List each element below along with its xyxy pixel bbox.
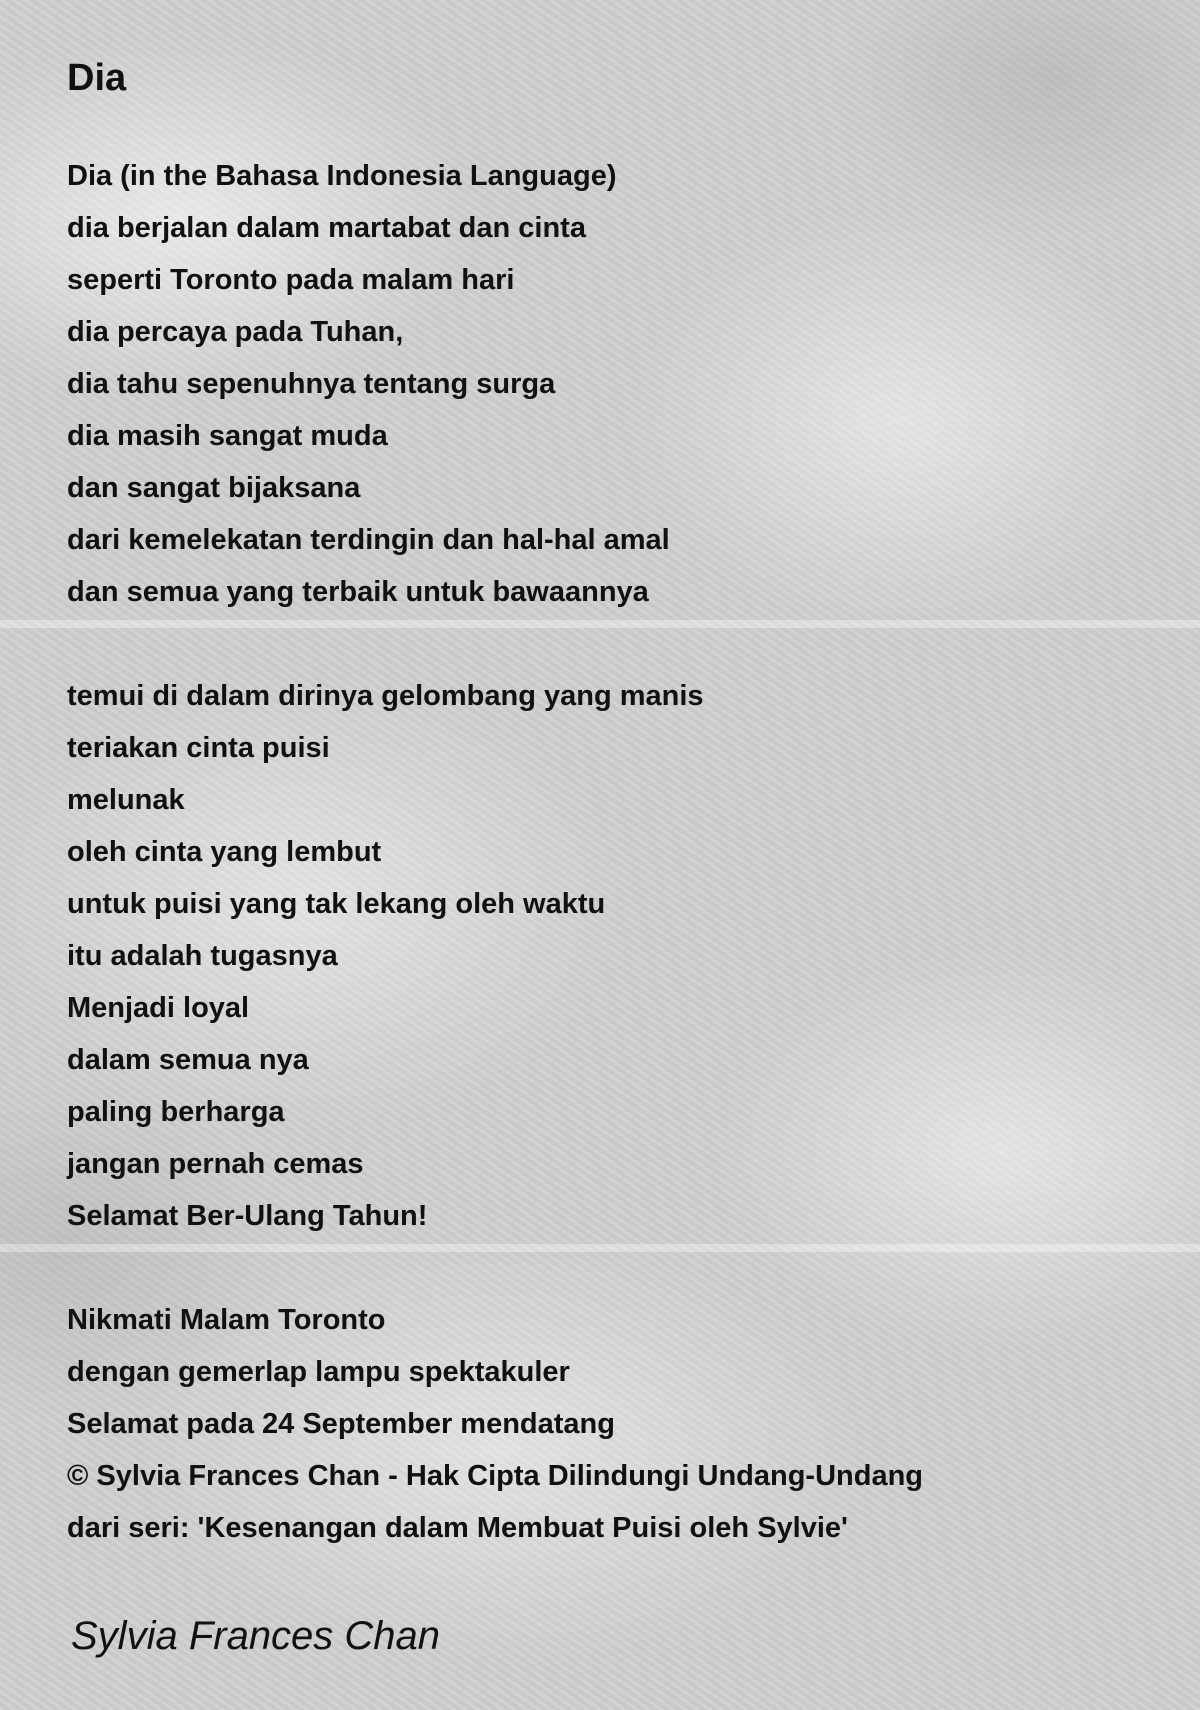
poem-line: Menjadi loyal (67, 992, 250, 1024)
poem-line: oleh cinta yang lembut (67, 836, 382, 868)
poem-line: paling berharga (67, 1096, 285, 1128)
poem-line: dan sangat bijaksana (67, 472, 361, 504)
poem-line: dalam semua nya (67, 1044, 309, 1076)
stanza-1 (67, 150, 670, 618)
series-line: dari seri: 'Kesenangan dalam Membuat Puisi oleh Sylvie' (67, 1512, 848, 1544)
poem-line: temui di dalam dirinya gelombang yang manis (67, 680, 704, 712)
poem-line: dia berjalan dalam martabat dan cinta (67, 212, 586, 244)
poem-line: Nikmati Malam Toronto (67, 1304, 386, 1336)
poem-line: melunak (67, 784, 185, 816)
poem-line: untuk puisi yang tak lekang oleh waktu (67, 888, 606, 920)
author-name: Sylvia Frances Chan (71, 1614, 441, 1658)
poem-line: Selamat Ber-Ulang Tahun! (67, 1200, 428, 1232)
poem-line: dia tahu sepenuhnya tentang surga (67, 368, 556, 400)
poem-line: teriakan cinta puisi (67, 732, 330, 764)
poem-line: dia percaya pada Tuhan, (67, 316, 404, 348)
stanza-3 (67, 1294, 923, 1554)
poem-line: itu adalah tugasnya (67, 940, 338, 972)
stanza-2 (67, 670, 704, 1242)
poem-line: jangan pernah cemas (67, 1148, 364, 1180)
poem-line: Dia (in the Bahasa Indonesia Language) (67, 160, 617, 192)
poem-line: Selamat pada 24 September mendatang (67, 1408, 615, 1440)
poem-line: dari kemelekatan terdingin dan hal-hal amal (67, 524, 670, 556)
poem-title: Dia (67, 57, 127, 99)
divider-band (0, 620, 1200, 628)
divider-band (0, 1244, 1200, 1252)
poem-line: seperti Toronto pada malam hari (67, 264, 515, 296)
poem-line: dengan gemerlap lampu spektakuler (67, 1356, 570, 1388)
poem-line: dan semua yang terbaik untuk bawaannya (67, 576, 649, 608)
poem-line: dia masih sangat muda (67, 420, 388, 452)
copyright-line: © Sylvia Frances Chan - Hak Cipta Dilindungi Undang-Undang (67, 1460, 924, 1492)
